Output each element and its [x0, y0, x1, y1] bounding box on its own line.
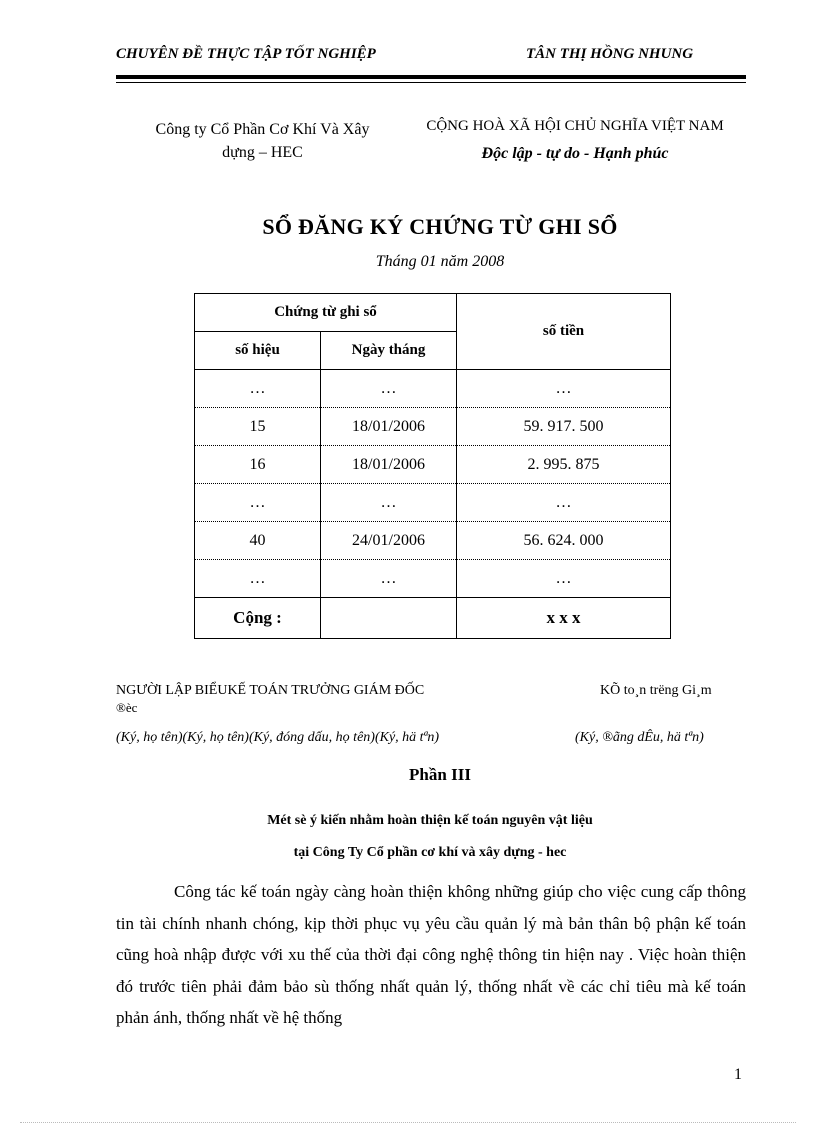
table-row [195, 446, 671, 484]
number-cell: 16 [195, 446, 321, 484]
table-row [195, 484, 671, 522]
signature-instructions: (Ký, họ tên)(Ký, họ tên)(Ký, đóng dấu, họ tên)(Ký, hä tªn) [116, 730, 440, 745]
page-number: 1 [734, 1066, 742, 1083]
header-rule-thick [116, 75, 746, 79]
date-cell: … [321, 370, 457, 408]
national-motto: Độc lập - tự do - Hạnh phúc [481, 145, 669, 162]
company-line-1: Công ty Cổ Phần Cơ Khí Và Xây [155, 121, 370, 138]
header-rule-thin [116, 82, 746, 83]
part-heading: Phần III [409, 765, 471, 784]
number-cell: … [195, 484, 321, 522]
republic-name: CỘNG HOÀ XÃ HỘI CHỦ NGHĨA VIỆT NAM [426, 118, 724, 134]
signature-titles-right: KÕ to¸n trëng Gi¸m [600, 683, 712, 698]
amount-header-cell: số tiền [457, 294, 671, 370]
amount-cell: 59. 917. 500 [457, 408, 671, 446]
number-cell: … [195, 560, 321, 598]
amount-cell: … [457, 370, 671, 408]
group-header-cell: Chứng từ ghi sổ [195, 294, 457, 332]
number-header-cell: số hiệu [195, 332, 321, 370]
document-subtitle: Tháng 01 năm 2008 [375, 253, 505, 270]
signature-titles-wrap: ®èc [116, 700, 138, 715]
number-cell: 15 [195, 408, 321, 446]
date-cell: … [321, 484, 457, 522]
amount-cell: … [457, 560, 671, 598]
section-heading-line-2: tại Công Ty Cổ phần cơ khí và xây dựng - hec [293, 845, 567, 860]
amount-cell: … [457, 484, 671, 522]
running-header-title: CHUYÊN ĐỀ THỰC TẬP TỐT NGHIỆP [116, 46, 376, 62]
total-label-cell: Cộng : [195, 598, 321, 639]
signature-instructions-right: (Ký, ®ãng dÊu, hä tªn) [575, 730, 704, 745]
running-header-author: TÂN THỊ HỒNG NHUNG [526, 46, 694, 62]
number-cell: 40 [195, 522, 321, 560]
table-row [195, 370, 671, 408]
total-amount-cell: x x x [457, 598, 671, 639]
total-row [195, 598, 671, 639]
table-row [195, 560, 671, 598]
body-paragraph: Công tác kế toán ngày càng hoàn thiện không những giúp cho việc cung cấp thông tin tài chính nhanh chóng, kịp thời phục vụ yêu cầu quản lý mà bản thân bộ phận kế toán cũng hoà nhập được với xu thế của thời đại công nghệ thông tin hiện nay . Việc hoàn thiện đó trước tiên phải đảm bảo sù thống nhất quản lý, thống nhất về các chỉ tiêu mà kế toán phản ánh, thống nhất về hệ thống [116, 882, 746, 1027]
company-line-2: dựng – HEC [222, 144, 303, 161]
date-cell: 24/01/2006 [321, 522, 457, 560]
document-title: SỔ ĐĂNG KÝ CHỨNG TỪ GHI SỔ [262, 214, 618, 239]
date-header-cell: Ngày tháng [321, 332, 457, 370]
signature-titles: NGƯỜI LẬP BIỂUKẾ TOÁN TRƯỞNG GIÁM ĐỐC [116, 683, 425, 698]
company-name [130, 118, 395, 164]
amount-cell: 56. 624. 000 [457, 522, 671, 560]
section-heading-line-1: Mét sè ý kiến nhằm hoàn thiện kế toán nguyên vật liệu [267, 813, 593, 828]
amount-cell: 2. 995. 875 [457, 446, 671, 484]
table-row [195, 522, 671, 560]
number-cell: … [195, 370, 321, 408]
date-cell: 18/01/2006 [321, 446, 457, 484]
date-cell: … [321, 560, 457, 598]
table-row [195, 408, 671, 446]
voucher-register-table [194, 293, 671, 639]
total-date-cell [321, 598, 457, 639]
table-header-row [195, 294, 671, 332]
date-cell: 18/01/2006 [321, 408, 457, 446]
